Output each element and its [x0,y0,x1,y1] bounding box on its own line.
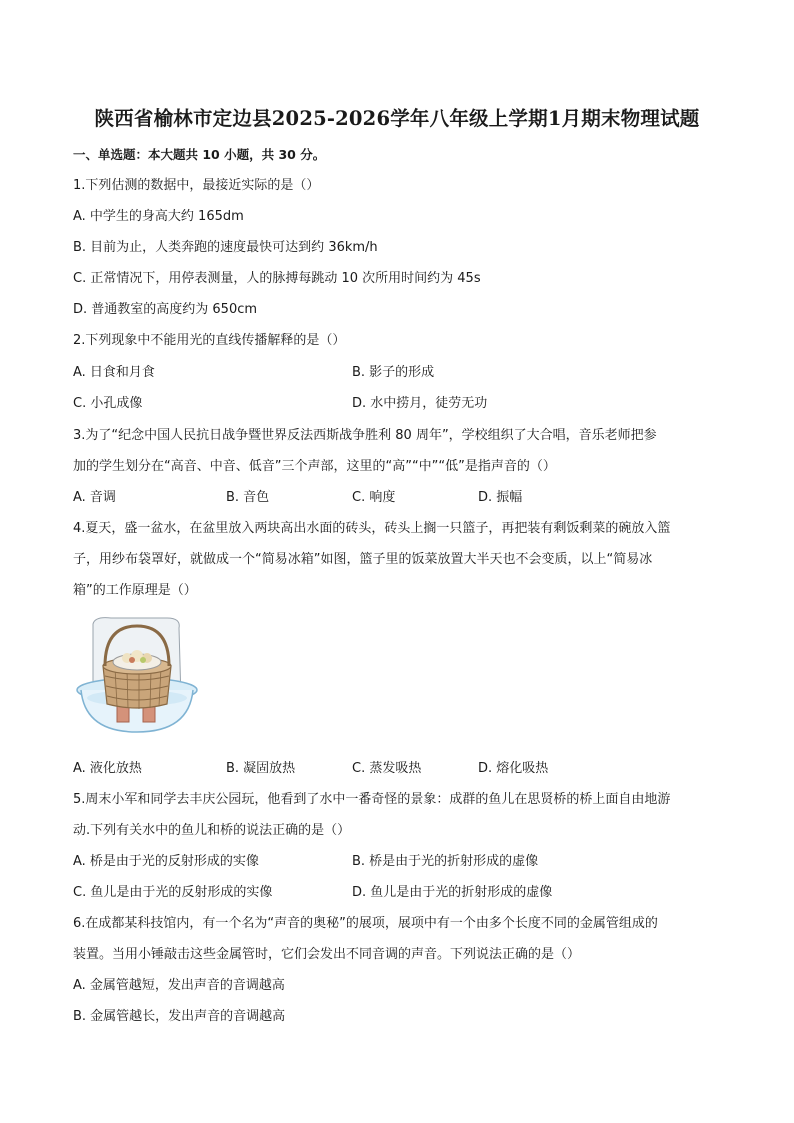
question-2-option-a: A. 日食和月食 [73,365,155,380]
question-4-stem-line-2: 子，用纱布袋罩好，就做成一个“简易冰箱”如图，篮子里的饭菜放置大半天也不会变质，以上“简易冰 [73,552,653,567]
question-1-option-c: C. 正常情况下，用停表测量，人的脉搏每跳动 10 次所用时间约为 45s [73,271,481,286]
question-5-stem-line-1: 5.周末小军和同学去丰庆公园玩，他看到了水中一番奇怪的景象：成群的鱼儿在思贤桥的桥上面自由地游 [73,792,671,807]
page-title: 陕西省榆林市定边县2025-2026学年八年级上学期1月期末物理试题 [94,107,700,130]
question-5-option-d: D. 鱼儿是由于光的折射形成的虚像 [352,885,553,900]
question-2-stem: 2.下列现象中不能用光的直线传播解释的是（） [73,333,346,348]
question-4-stem-line-3: 箱”的工作原理是（） [73,583,197,598]
question-6-stem-line-1: 6.在成都某科技馆内，有一个名为“声音的奥秘”的展项，展项中有一个由多个长度不同的金属管组成的 [73,916,658,931]
question-3-option-c: C. 响度 [352,490,396,505]
question-4-stem-line-1: 4.夏天，盛一盆水，在盆里放入两块高出水面的砖头，砖头上搁一只篮子，再把装有剩饭剩菜的碗放入篮 [73,521,671,536]
simple-fridge-illustration [71,614,203,744]
question-6-stem-line-2: 装置。当用小锤敲击这些金属管时，它们会发出不同音调的声音。下列说法正确的是（） [73,947,581,962]
question-1-option-b: B. 目前为止，人类奔跑的速度最快可达到约 36km/h [73,240,378,255]
question-3-option-d: D. 振幅 [478,490,523,505]
question-5-option-a: A. 桥是由于光的反射形成的实像 [73,854,259,869]
question-1-option-a: A. 中学生的身高大约 165dm [73,209,244,224]
question-6-option-b: B. 金属管越长，发出声音的音调越高 [73,1009,286,1024]
question-2-option-d: D. 水中捞月，徒劳无功 [352,396,488,411]
question-3-option-a: A. 音调 [73,490,116,505]
question-2-option-b: B. 影子的形成 [352,365,435,380]
question-2-option-c: C. 小孔成像 [73,396,143,411]
question-5-option-b: B. 桥是由于光的折射形成的虚像 [352,854,539,869]
question-6-option-a: A. 金属管越短，发出声音的音调越高 [73,978,285,993]
question-3-stem-line-1: 3.为了“纪念中国人民抗日战争暨世界反法西斯战争胜利 80 周年”，学校组织了大合唱，音乐老师把参 [73,428,657,443]
question-3-stem-line-2: 加的学生划分在“高音、中音、低音”三个声部，这里的“高”“中”“低”是指声音的（） [73,459,556,474]
question-4-option-d: D. 熔化吸热 [478,761,549,776]
question-3-option-b: B. 音色 [226,490,270,505]
question-4-option-b: B. 凝固放热 [226,761,296,776]
question-5-option-c: C. 鱼儿是由于光的反射形成的实像 [73,885,273,900]
question-1-stem: 1.下列估测的数据中，最接近实际的是（） [73,178,320,193]
question-4-option-c: C. 蒸发吸热 [352,761,422,776]
question-1-option-d: D. 普通教室的高度约为 650cm [73,302,258,317]
question-5-stem-line-2: 动.下列有关水中的鱼儿和桥的说法正确的是（） [73,823,351,838]
question-4-option-a: A. 液化放热 [73,761,142,776]
section-heading: 一、单选题：本大题共 10 小题，共 30 分。 [73,147,326,162]
